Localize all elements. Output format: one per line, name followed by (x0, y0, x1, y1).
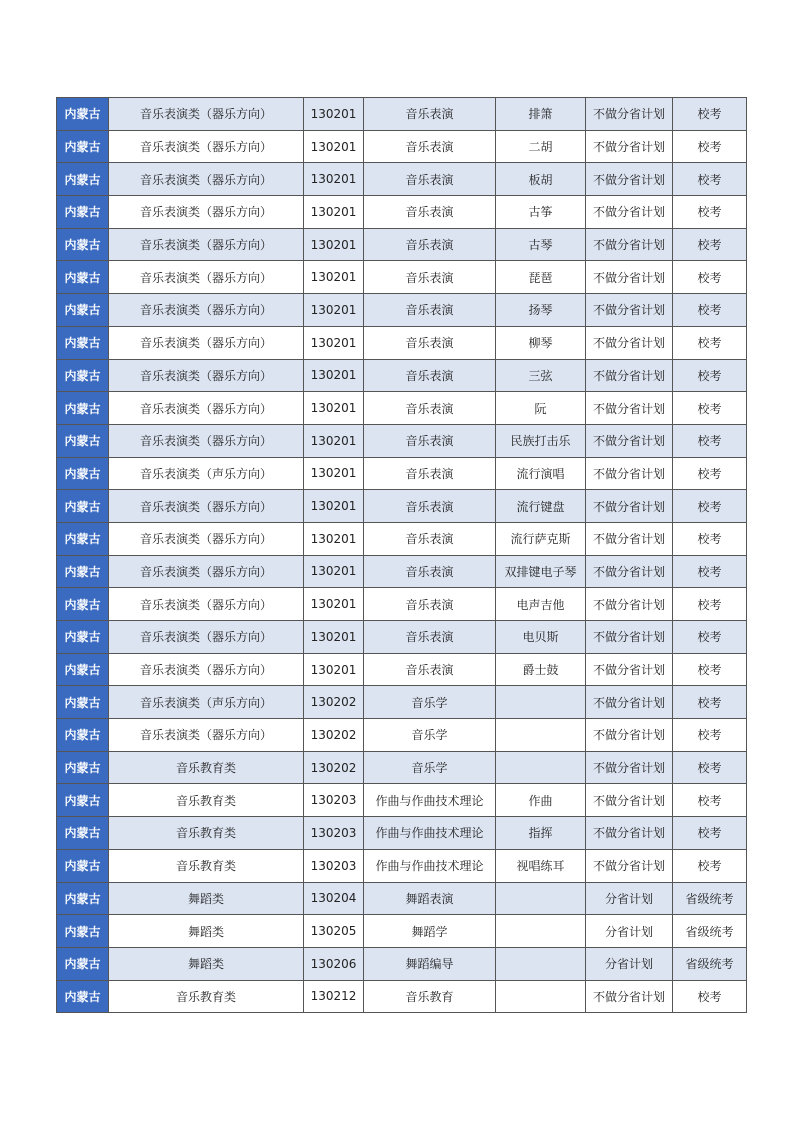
cell-major-name: 舞蹈表演 (364, 882, 496, 915)
cell-major-name: 音乐表演 (364, 163, 496, 196)
cell-category: 音乐表演类（器乐方向） (109, 621, 304, 654)
cell-major-code: 130201 (304, 522, 364, 555)
cell-major-name: 作曲与作曲技术理论 (364, 817, 496, 850)
cell-major-name: 音乐表演 (364, 588, 496, 621)
cell-exam-type: 校考 (673, 490, 747, 523)
cell-direction: 电贝斯 (496, 621, 586, 654)
cell-plan-type: 不做分省计划 (586, 326, 673, 359)
cell-category: 音乐表演类（器乐方向） (109, 130, 304, 163)
cell-exam-type: 校考 (673, 686, 747, 719)
cell-category: 音乐表演类（器乐方向） (109, 392, 304, 425)
cell-major-name: 音乐表演 (364, 98, 496, 131)
cell-province: 内蒙古 (57, 130, 109, 163)
cell-direction (496, 882, 586, 915)
cell-province: 内蒙古 (57, 98, 109, 131)
table-row (57, 947, 747, 980)
table-row (57, 915, 747, 948)
cell-direction: 双排键电子琴 (496, 555, 586, 588)
cell-major-code: 130201 (304, 555, 364, 588)
cell-plan-type: 不做分省计划 (586, 294, 673, 327)
cell-major-name: 音乐学 (364, 686, 496, 719)
table-row (57, 424, 747, 457)
cell-major-name: 音乐表演 (364, 261, 496, 294)
cell-major-name: 音乐表演 (364, 294, 496, 327)
cell-direction: 三弦 (496, 359, 586, 392)
table-row (57, 686, 747, 719)
cell-exam-type: 省级统考 (673, 947, 747, 980)
cell-exam-type: 校考 (673, 130, 747, 163)
cell-major-name: 音乐表演 (364, 392, 496, 425)
admissions-table (56, 97, 747, 1013)
cell-major-code: 130212 (304, 980, 364, 1013)
cell-category: 音乐表演类（器乐方向） (109, 588, 304, 621)
cell-exam-type: 校考 (673, 424, 747, 457)
cell-plan-type: 不做分省计划 (586, 98, 673, 131)
cell-direction: 柳琴 (496, 326, 586, 359)
table-row (57, 98, 747, 131)
cell-major-name: 音乐表演 (364, 457, 496, 490)
table-row (57, 522, 747, 555)
table-row (57, 490, 747, 523)
cell-category: 音乐表演类（器乐方向） (109, 228, 304, 261)
cell-exam-type: 校考 (673, 196, 747, 229)
cell-major-code: 130201 (304, 294, 364, 327)
cell-province: 内蒙古 (57, 261, 109, 294)
cell-category: 音乐表演类（器乐方向） (109, 555, 304, 588)
cell-province: 内蒙古 (57, 915, 109, 948)
table-row (57, 817, 747, 850)
cell-major-name: 舞蹈编导 (364, 947, 496, 980)
cell-plan-type: 分省计划 (586, 882, 673, 915)
cell-major-code: 130204 (304, 882, 364, 915)
cell-direction: 电声吉他 (496, 588, 586, 621)
cell-major-name: 音乐表演 (364, 196, 496, 229)
cell-exam-type: 校考 (673, 555, 747, 588)
cell-category: 音乐表演类（器乐方向） (109, 196, 304, 229)
cell-category: 音乐表演类（声乐方向） (109, 457, 304, 490)
cell-category: 音乐表演类（器乐方向） (109, 719, 304, 752)
cell-direction: 视唱练耳 (496, 849, 586, 882)
cell-province: 内蒙古 (57, 522, 109, 555)
cell-direction: 古琴 (496, 228, 586, 261)
cell-category: 音乐表演类（器乐方向） (109, 359, 304, 392)
cell-major-name: 音乐表演 (364, 130, 496, 163)
cell-direction (496, 947, 586, 980)
cell-category: 舞蹈类 (109, 947, 304, 980)
cell-major-code: 130206 (304, 947, 364, 980)
table-row (57, 882, 747, 915)
cell-major-code: 130201 (304, 98, 364, 131)
table-row (57, 555, 747, 588)
cell-direction: 古筝 (496, 196, 586, 229)
cell-category: 音乐教育类 (109, 849, 304, 882)
cell-direction: 阮 (496, 392, 586, 425)
cell-category: 舞蹈类 (109, 882, 304, 915)
cell-province: 内蒙古 (57, 490, 109, 523)
cell-province: 内蒙古 (57, 196, 109, 229)
cell-exam-type: 校考 (673, 621, 747, 654)
cell-direction: 扬琴 (496, 294, 586, 327)
table-row (57, 588, 747, 621)
cell-major-code: 130201 (304, 653, 364, 686)
cell-direction: 爵士鼓 (496, 653, 586, 686)
cell-province: 内蒙古 (57, 163, 109, 196)
cell-major-code: 130201 (304, 261, 364, 294)
table-row (57, 196, 747, 229)
cell-plan-type: 不做分省计划 (586, 392, 673, 425)
cell-major-code: 130201 (304, 359, 364, 392)
cell-category: 音乐教育类 (109, 817, 304, 850)
cell-major-name: 音乐表演 (364, 359, 496, 392)
cell-major-code: 130201 (304, 457, 364, 490)
cell-major-code: 130203 (304, 817, 364, 850)
table-row (57, 719, 747, 752)
cell-exam-type: 校考 (673, 326, 747, 359)
cell-direction: 作曲 (496, 784, 586, 817)
cell-plan-type: 不做分省计划 (586, 359, 673, 392)
cell-province: 内蒙古 (57, 326, 109, 359)
cell-major-code: 130201 (304, 621, 364, 654)
cell-plan-type: 不做分省计划 (586, 784, 673, 817)
cell-plan-type: 不做分省计划 (586, 424, 673, 457)
cell-direction: 指挥 (496, 817, 586, 850)
cell-major-name: 音乐学 (364, 719, 496, 752)
cell-plan-type: 不做分省计划 (586, 522, 673, 555)
cell-major-name: 作曲与作曲技术理论 (364, 784, 496, 817)
cell-category: 音乐表演类（器乐方向） (109, 326, 304, 359)
cell-major-code: 130203 (304, 849, 364, 882)
cell-direction (496, 719, 586, 752)
cell-category: 音乐教育类 (109, 784, 304, 817)
cell-plan-type: 不做分省计划 (586, 686, 673, 719)
table-row (57, 751, 747, 784)
table-row (57, 326, 747, 359)
cell-province: 内蒙古 (57, 555, 109, 588)
cell-major-name: 舞蹈学 (364, 915, 496, 948)
cell-exam-type: 校考 (673, 228, 747, 261)
cell-province: 内蒙古 (57, 849, 109, 882)
cell-category: 音乐表演类（器乐方向） (109, 653, 304, 686)
cell-province: 内蒙古 (57, 882, 109, 915)
cell-plan-type: 不做分省计划 (586, 130, 673, 163)
cell-plan-type: 不做分省计划 (586, 228, 673, 261)
cell-direction (496, 915, 586, 948)
table-row (57, 130, 747, 163)
table-row (57, 392, 747, 425)
cell-direction: 琵琶 (496, 261, 586, 294)
cell-category: 音乐表演类（器乐方向） (109, 424, 304, 457)
table-row (57, 980, 747, 1013)
cell-major-name: 音乐表演 (364, 621, 496, 654)
cell-province: 内蒙古 (57, 457, 109, 490)
cell-major-name: 音乐表演 (364, 555, 496, 588)
cell-major-code: 130202 (304, 686, 364, 719)
cell-category: 音乐教育类 (109, 751, 304, 784)
table-row (57, 294, 747, 327)
cell-province: 内蒙古 (57, 751, 109, 784)
cell-exam-type: 校考 (673, 457, 747, 490)
cell-major-code: 130201 (304, 424, 364, 457)
cell-category: 音乐表演类（器乐方向） (109, 163, 304, 196)
cell-direction: 民族打击乐 (496, 424, 586, 457)
cell-plan-type: 不做分省计划 (586, 588, 673, 621)
table-row (57, 359, 747, 392)
cell-major-code: 130201 (304, 588, 364, 621)
cell-major-name: 音乐表演 (364, 424, 496, 457)
cell-province: 内蒙古 (57, 686, 109, 719)
cell-exam-type: 校考 (673, 163, 747, 196)
cell-exam-type: 校考 (673, 522, 747, 555)
table-row (57, 163, 747, 196)
cell-plan-type: 不做分省计划 (586, 980, 673, 1013)
table-row (57, 261, 747, 294)
cell-province: 内蒙古 (57, 588, 109, 621)
cell-exam-type: 校考 (673, 294, 747, 327)
cell-major-code: 130201 (304, 228, 364, 261)
cell-exam-type: 校考 (673, 719, 747, 752)
cell-province: 内蒙古 (57, 980, 109, 1013)
cell-exam-type: 校考 (673, 849, 747, 882)
cell-major-code: 130201 (304, 490, 364, 523)
cell-major-name: 音乐表演 (364, 522, 496, 555)
cell-plan-type: 不做分省计划 (586, 719, 673, 752)
cell-direction: 排箫 (496, 98, 586, 131)
table-row (57, 653, 747, 686)
cell-plan-type: 不做分省计划 (586, 817, 673, 850)
cell-exam-type: 校考 (673, 653, 747, 686)
cell-plan-type: 分省计划 (586, 915, 673, 948)
cell-plan-type: 分省计划 (586, 947, 673, 980)
cell-major-code: 130201 (304, 130, 364, 163)
cell-major-code: 130201 (304, 196, 364, 229)
cell-province: 内蒙古 (57, 294, 109, 327)
cell-direction (496, 686, 586, 719)
cell-major-name: 音乐学 (364, 751, 496, 784)
cell-plan-type: 不做分省计划 (586, 490, 673, 523)
cell-plan-type: 不做分省计划 (586, 261, 673, 294)
cell-direction (496, 751, 586, 784)
cell-exam-type: 校考 (673, 980, 747, 1013)
cell-major-name: 音乐表演 (364, 326, 496, 359)
cell-province: 内蒙古 (57, 359, 109, 392)
cell-province: 内蒙古 (57, 621, 109, 654)
cell-direction: 流行键盘 (496, 490, 586, 523)
cell-major-code: 130203 (304, 784, 364, 817)
cell-category: 音乐表演类（器乐方向） (109, 490, 304, 523)
cell-major-name: 音乐表演 (364, 490, 496, 523)
table-row (57, 228, 747, 261)
cell-exam-type: 校考 (673, 261, 747, 294)
cell-direction: 流行萨克斯 (496, 522, 586, 555)
cell-province: 内蒙古 (57, 653, 109, 686)
cell-category: 舞蹈类 (109, 915, 304, 948)
cell-exam-type: 校考 (673, 392, 747, 425)
cell-province: 内蒙古 (57, 719, 109, 752)
cell-plan-type: 不做分省计划 (586, 751, 673, 784)
cell-category: 音乐表演类（器乐方向） (109, 522, 304, 555)
cell-province: 内蒙古 (57, 392, 109, 425)
cell-direction: 二胡 (496, 130, 586, 163)
cell-province: 内蒙古 (57, 784, 109, 817)
cell-plan-type: 不做分省计划 (586, 653, 673, 686)
cell-province: 内蒙古 (57, 228, 109, 261)
cell-major-code: 130201 (304, 392, 364, 425)
cell-category: 音乐表演类（器乐方向） (109, 98, 304, 131)
cell-category: 音乐教育类 (109, 980, 304, 1013)
cell-major-code: 130201 (304, 163, 364, 196)
cell-plan-type: 不做分省计划 (586, 555, 673, 588)
cell-exam-type: 校考 (673, 817, 747, 850)
cell-major-name: 音乐教育 (364, 980, 496, 1013)
cell-direction: 板胡 (496, 163, 586, 196)
cell-major-code: 130205 (304, 915, 364, 948)
cell-province: 内蒙古 (57, 817, 109, 850)
table-row (57, 784, 747, 817)
cell-plan-type: 不做分省计划 (586, 849, 673, 882)
cell-direction: 流行演唱 (496, 457, 586, 490)
cell-exam-type: 校考 (673, 359, 747, 392)
cell-category: 音乐表演类（器乐方向） (109, 294, 304, 327)
cell-province: 内蒙古 (57, 424, 109, 457)
cell-category: 音乐表演类（声乐方向） (109, 686, 304, 719)
cell-province: 内蒙古 (57, 947, 109, 980)
table-row (57, 849, 747, 882)
cell-plan-type: 不做分省计划 (586, 196, 673, 229)
cell-plan-type: 不做分省计划 (586, 457, 673, 490)
cell-major-name: 作曲与作曲技术理论 (364, 849, 496, 882)
cell-exam-type: 校考 (673, 751, 747, 784)
table-row (57, 621, 747, 654)
table-row (57, 457, 747, 490)
cell-major-name: 音乐表演 (364, 228, 496, 261)
cell-exam-type: 校考 (673, 98, 747, 131)
cell-major-code: 130202 (304, 751, 364, 784)
cell-major-code: 130201 (304, 326, 364, 359)
cell-exam-type: 校考 (673, 588, 747, 621)
cell-exam-type: 校考 (673, 784, 747, 817)
cell-major-name: 音乐表演 (364, 653, 496, 686)
cell-exam-type: 省级统考 (673, 882, 747, 915)
cell-plan-type: 不做分省计划 (586, 621, 673, 654)
cell-major-code: 130202 (304, 719, 364, 752)
cell-exam-type: 省级统考 (673, 915, 747, 948)
cell-direction (496, 980, 586, 1013)
cell-plan-type: 不做分省计划 (586, 163, 673, 196)
cell-category: 音乐表演类（器乐方向） (109, 261, 304, 294)
